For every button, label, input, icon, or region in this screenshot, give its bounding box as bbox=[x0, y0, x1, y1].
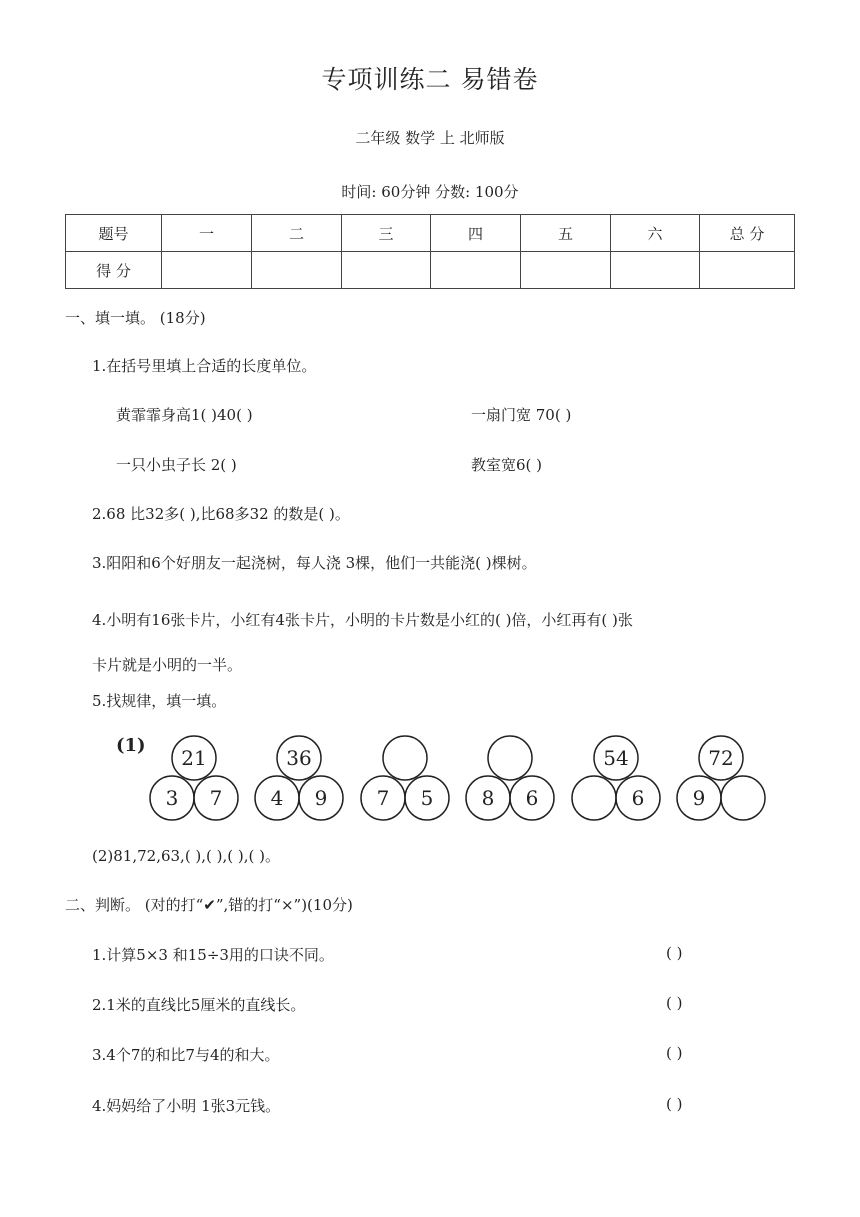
circle-group bbox=[466, 736, 554, 820]
score-cell[interactable] bbox=[162, 252, 252, 289]
left-number: 9 bbox=[692, 786, 706, 810]
score-cell[interactable] bbox=[342, 252, 431, 289]
score-cell[interactable] bbox=[521, 252, 611, 289]
score-cell[interactable] bbox=[252, 252, 342, 289]
question-3: 3.阳阳和6个好朋友一起浇树，每人浇 3棵，他们一共能浇( )棵树。 bbox=[92, 554, 537, 572]
question-1d: 教室宽6( ) bbox=[471, 456, 543, 474]
judgement-item-4: 4.妈妈给了小明 1张3元钱。 bbox=[92, 1097, 281, 1115]
top-circle-blank[interactable] bbox=[488, 736, 532, 780]
circle-group bbox=[150, 736, 238, 820]
score-cell[interactable] bbox=[431, 252, 521, 289]
time-info: 时间: 60分钟 分数: 100分 bbox=[341, 183, 519, 201]
circle-group bbox=[255, 736, 343, 820]
score-table-header: 四 bbox=[431, 215, 521, 252]
left-number: 7 bbox=[376, 786, 390, 810]
score-table-header-row bbox=[66, 215, 795, 252]
top-number: 21 bbox=[181, 746, 207, 770]
question-5-part2: (2)81,72,63,( ),( ),( ),( )。 bbox=[92, 847, 281, 865]
score-table-header: 三 bbox=[342, 215, 431, 252]
question-4-line1: 4.小明有16张卡片，小红有4张卡片，小明的卡片数是小红的( )倍，小红再有( )张 bbox=[92, 611, 633, 629]
right-circle-blank[interactable] bbox=[721, 776, 765, 820]
right-number: 6 bbox=[525, 786, 539, 810]
score-table-header: 五 bbox=[521, 215, 611, 252]
page-title: 专项训练二 易错卷 bbox=[321, 65, 539, 94]
score-table-header: 六 bbox=[611, 215, 700, 252]
page-subtitle: 二年级 数学 上 北师版 bbox=[355, 129, 505, 147]
question-5-stem: 5.找规律，填一填。 bbox=[92, 692, 227, 710]
score-cell[interactable] bbox=[700, 252, 795, 289]
number-circle-pattern bbox=[110, 730, 780, 830]
score-table-row-label: 得 分 bbox=[66, 252, 162, 289]
judgement-item-3: 3.4个7的和比7与4的和大。 bbox=[92, 1046, 280, 1064]
question-2: 2.68 比32多( ),比68多32 的数是( )。 bbox=[92, 505, 350, 523]
right-number: 7 bbox=[209, 786, 223, 810]
answer-blank[interactable]: ( ) bbox=[666, 1044, 683, 1062]
section1-heading: 一、填一填。 (18分) bbox=[65, 309, 206, 327]
left-number: 4 bbox=[270, 786, 284, 810]
question-1c: 一只小虫子长 2( ) bbox=[116, 456, 237, 474]
question-1a: 黄霏霏身高1( )40( ) bbox=[116, 406, 253, 424]
question-1-stem: 1.在括号里填上合适的长度单位。 bbox=[92, 357, 317, 375]
left-number: 3 bbox=[165, 786, 179, 810]
left-number: 8 bbox=[481, 786, 495, 810]
judgement-item-1: 1.计算5×3 和15÷3用的口诀不同。 bbox=[92, 946, 334, 964]
circle-group bbox=[361, 736, 449, 820]
left-circle-blank[interactable] bbox=[572, 776, 616, 820]
score-table bbox=[65, 214, 795, 289]
circle-group bbox=[677, 736, 765, 820]
score-table-header: 总 分 bbox=[700, 215, 795, 252]
score-table-header: 二 bbox=[252, 215, 342, 252]
right-number: 5 bbox=[420, 786, 434, 810]
score-table-score-row bbox=[66, 252, 795, 289]
score-cell[interactable] bbox=[611, 252, 700, 289]
circle-group bbox=[572, 736, 660, 820]
answer-blank[interactable]: ( ) bbox=[666, 1095, 683, 1113]
right-number: 9 bbox=[314, 786, 328, 810]
answer-blank[interactable]: ( ) bbox=[666, 944, 683, 962]
question-4-line2: 卡片就是小明的一半。 bbox=[92, 656, 243, 674]
section2-heading: 二、判断。 (对的打“✔”,错的打“×”)(10分) bbox=[65, 896, 353, 914]
answer-blank[interactable]: ( ) bbox=[666, 994, 683, 1012]
top-number: 54 bbox=[603, 746, 629, 770]
score-table-header: 题号 bbox=[66, 215, 162, 252]
top-circle-blank[interactable] bbox=[383, 736, 427, 780]
score-table-header: 一 bbox=[162, 215, 252, 252]
question-5-part1-label: (1) bbox=[116, 735, 146, 756]
top-number: 36 bbox=[286, 746, 312, 770]
judgement-item-2: 2.1米的直线比5厘米的直线长。 bbox=[92, 996, 306, 1014]
right-number: 6 bbox=[631, 786, 645, 810]
top-number: 72 bbox=[708, 746, 734, 770]
question-1b: 一扇门宽 70( ) bbox=[471, 406, 572, 424]
